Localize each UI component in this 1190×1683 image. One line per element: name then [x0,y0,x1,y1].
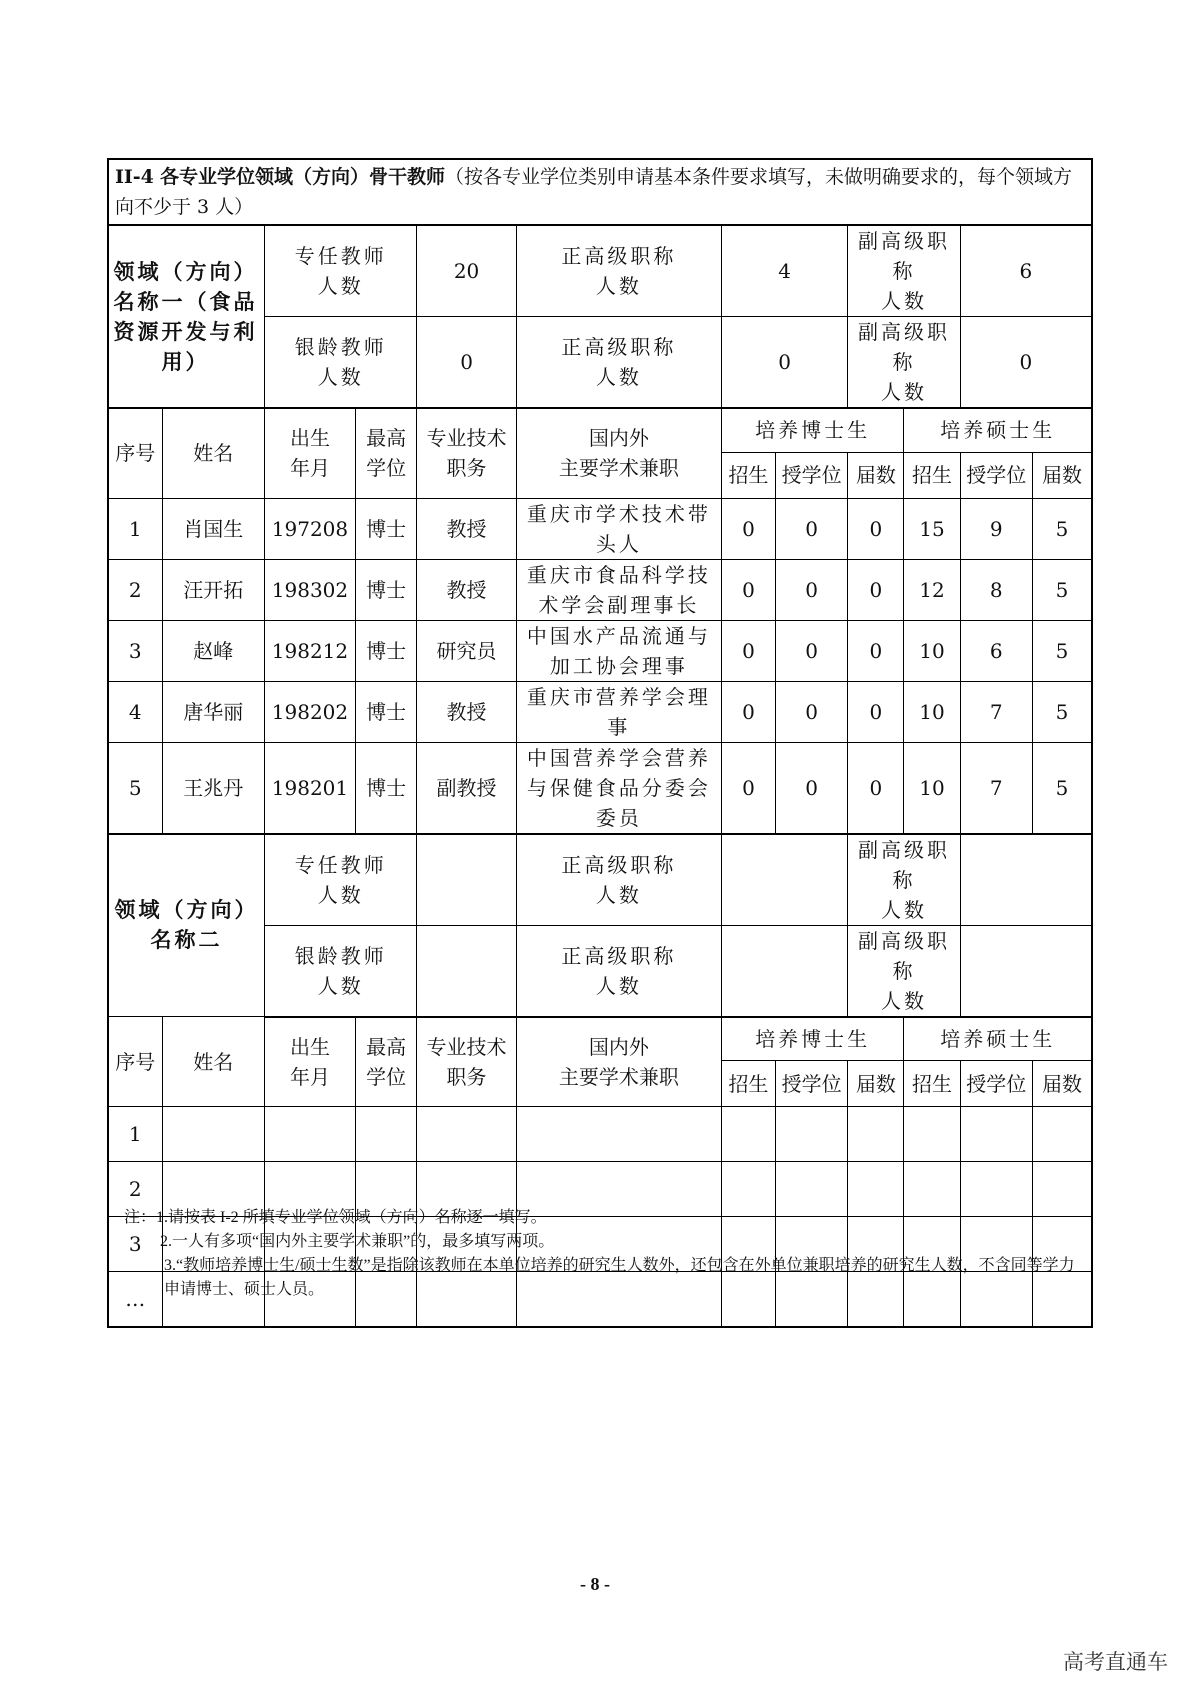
label-part: 学位 [366,456,407,481]
row-ms-cohorts: 5 [1032,742,1092,834]
note-2: 2.一人有多项“国内外主要学术兼职”的，最多填写两项。 [160,1233,555,1250]
header-ms-cohorts: 届数 [1032,1061,1092,1107]
field1-senior-label [516,225,721,317]
row-phd-cohorts: 0 [848,559,904,620]
field1-vice-value: 6 [960,225,1092,317]
row-title: 研究员 [417,620,516,681]
header-phd: 培养博士生 [721,1017,904,1061]
field2-full-time-value[interactable] [417,834,516,926]
header-master: 培养硕士生 [904,408,1092,452]
row-degree: 博士 [355,620,417,681]
label-part: 出生 [289,1034,330,1059]
row-phd-cohorts: 0 [848,681,904,742]
row-seq: 2 [108,1162,162,1217]
row-phd-enroll: 0 [721,742,775,834]
header-phd-grant: 授学位 [775,452,847,498]
row-ms-grant: 8 [960,559,1032,620]
field2-silver-vice-value[interactable] [960,925,1092,1017]
label-part: 专业技术 [426,426,507,451]
field2-silver-label [265,925,417,1017]
header-degree [355,408,417,498]
header-birth [265,408,356,498]
label-part: 正高级职称 [561,943,677,968]
header-ms-grant: 授学位 [960,1061,1032,1107]
row-degree: 博士 [355,742,417,834]
field1-silver-senior-value: 0 [721,317,847,409]
row-post: 中国水产品流通与加工协会理事 [516,620,721,681]
header-phd-cohorts: 届数 [848,452,904,498]
table-row [108,559,1092,620]
row-seq: 3 [108,620,162,681]
field2-full-time-label [265,834,417,926]
row-phd-enroll: 0 [721,620,775,681]
field1-silver-vice-value: 0 [960,317,1092,409]
field2-silver-senior-label [516,925,721,1017]
header-title [417,408,516,498]
table-row [108,681,1092,742]
header-post [516,1017,721,1107]
table-row [108,498,1092,559]
row-birth: 198212 [265,620,356,681]
row-ms-enroll: 10 [904,681,960,742]
row-ms-grant: 7 [960,681,1032,742]
table-row [108,620,1092,681]
row-ms-cohorts: 5 [1032,681,1092,742]
label-part: 人数 [595,274,642,298]
field1-silver-senior-label [516,317,721,409]
label-part: 副高级职称 [857,320,950,374]
row-phd-grant: 0 [775,620,847,681]
field2-senior-value[interactable] [721,834,847,926]
row-ms-cohorts: 5 [1032,559,1092,620]
watermark-text: 高考直通车 [1063,1650,1168,1674]
row-seq: 1 [108,498,162,559]
row-birth: 198201 [265,742,356,834]
row-seq: 3 [108,1217,162,1272]
header-degree [355,1017,417,1107]
row-ms-grant: 7 [960,742,1032,834]
label-part: 正高级职称 [561,244,677,268]
label-part: 主要学术兼职 [558,456,679,481]
row-name: 汪开拓 [162,559,265,620]
header-phd-cohorts: 届数 [848,1061,904,1107]
field2-silver-vice-label [848,925,960,1017]
header-seq: 序号 [108,408,162,498]
label-part: 银龄教师 [294,943,387,968]
row-degree: 博士 [355,498,417,559]
header-phd-enroll: 招生 [721,1061,775,1107]
label-part: 职务 [446,1064,487,1089]
field2-vice-label [848,834,960,926]
row-title: 教授 [417,498,516,559]
row-post: 中国营养学会营养与保健食品分委会委员 [516,742,721,834]
row-title: 教授 [417,559,516,620]
label-part: 年月 [289,1064,330,1089]
note-1: 注：1.请按表 I-2 所填专业学位领域（方向）名称逐一填写。 [124,1209,547,1226]
table-code: II-4 [115,166,154,188]
field1-silver-value: 0 [417,317,516,409]
header-phd: 培养博士生 [721,408,904,452]
field2-silver-senior-value[interactable] [721,925,847,1017]
label-part: 年月 [289,456,330,481]
field1-full-time-label [265,225,417,317]
label-part: 人数 [880,380,927,404]
row-ms-enroll: 12 [904,559,960,620]
field1-full-time-value: 20 [417,225,516,317]
header-name: 姓名 [162,408,265,498]
row-seq: 4 [108,681,162,742]
label-part: 人数 [595,882,642,907]
label-part: 人数 [595,365,642,389]
faculty-table-sheet [107,158,1093,1328]
header-seq: 序号 [108,1017,162,1107]
label-part: 最高 [366,426,407,451]
row-birth: 198302 [265,559,356,620]
header-name: 姓名 [162,1017,265,1107]
header-phd-enroll: 招生 [721,452,775,498]
row-phd-enroll: 0 [721,559,775,620]
header-ms-enroll: 招生 [904,452,960,498]
header-phd-grant: 授学位 [775,1061,847,1107]
row-ms-enroll: 15 [904,498,960,559]
row-birth: 198202 [265,681,356,742]
label-part: 人数 [880,897,927,922]
header-birth [265,1017,356,1107]
row-seq: 2 [108,559,162,620]
row-phd-enroll: 0 [721,681,775,742]
field1-senior-value: 4 [721,225,847,317]
label-part: 主要学术兼职 [558,1064,679,1089]
row-seq: 5 [108,742,162,834]
field2-name: 领域（方向）名称二 [114,897,259,953]
row-ms-enroll: 10 [904,620,960,681]
label-part: 国内外 [588,426,649,451]
label-part: 国内外 [588,1034,649,1059]
label-part: 正高级职称 [561,852,677,877]
label-part: 专任教师 [294,852,387,877]
row-name: 王兆丹 [162,742,265,834]
field1-silver-vice-label [848,317,960,409]
faculty-table [107,158,1093,1328]
label-part: 人数 [317,882,364,907]
row-phd-grant: 0 [775,742,847,834]
row-name: 唐华丽 [162,681,265,742]
label-part: 人数 [880,988,927,1013]
row-ms-grant: 6 [960,620,1032,681]
label-part: 专任教师 [294,244,387,268]
row-post: 重庆市营养学会理事 [516,681,721,742]
row-phd-enroll: 0 [721,498,775,559]
row-ms-enroll: 10 [904,742,960,834]
row-birth: 197208 [265,498,356,559]
row-degree: 博士 [355,681,417,742]
row-post: 重庆市学术技术带头人 [516,498,721,559]
field1-vice-label [848,225,960,317]
label-part: 出生 [289,426,330,451]
row-ms-cohorts: 5 [1032,498,1092,559]
row-phd-grant: 0 [775,681,847,742]
row-seq: 1 [108,1107,162,1162]
label-part: 银龄教师 [294,335,387,359]
table-row [108,742,1092,834]
label-part: 副高级职称 [857,229,950,283]
label-part: 最高 [366,1034,407,1059]
row-post: 重庆市食品科学技术学会副理事长 [516,559,721,620]
row-phd-cohorts: 0 [848,742,904,834]
header-post [516,408,721,498]
table-title-bold: 各专业学位领域（方向）骨干教师 [159,166,445,188]
field1-name-cell [108,225,265,408]
field2-name-cell [108,834,265,1017]
header-title [417,1017,516,1107]
header-ms-grant: 授学位 [960,452,1032,498]
label-part: 副高级职称 [857,928,950,983]
row-degree: 博士 [355,559,417,620]
field2-silver-value[interactable] [417,925,516,1017]
row-title: 教授 [417,681,516,742]
table-title [108,159,1092,225]
page-number: - 8 - [580,1574,610,1594]
header-ms-enroll: 招生 [904,1061,960,1107]
field1-silver-label [265,317,417,409]
field1-name: 领域（方向）名称一（食品资源开发与利用） [113,258,258,374]
label-part: 专业技术 [426,1034,507,1059]
label-part: 人数 [317,973,364,998]
label-part: 人数 [595,973,642,998]
label-part: 学位 [366,1064,407,1089]
label-part: 职务 [446,456,487,481]
field2-senior-label [516,834,721,926]
row-phd-grant: 0 [775,498,847,559]
row-seq: … [108,1272,162,1327]
note-3: 3.“教师培养博士生/硕士生数”是指除该教师在本单位培养的研究生人数外，还包含在外单位兼职培养的研究生人数，不含同等学力申请博士、硕士人员。 [164,1257,1075,1298]
label-part: 人数 [880,289,927,313]
label-part: 正高级职称 [561,335,677,359]
table-title-note: （按各专业学位类别申请基本条件要求填写，未做明确要求的，每个领域方向不少于 3 人） [115,166,1072,218]
row-name: 肖国生 [162,498,265,559]
header-master: 培养硕士生 [904,1017,1092,1061]
row-ms-cohorts: 5 [1032,620,1092,681]
row-phd-cohorts: 0 [848,620,904,681]
table-row [108,1107,1092,1162]
label-part: 人数 [317,365,364,389]
header-ms-cohorts: 届数 [1032,452,1092,498]
label-part: 人数 [317,274,364,298]
label-part: 副高级职称 [857,837,950,892]
row-phd-cohorts: 0 [848,498,904,559]
row-phd-grant: 0 [775,559,847,620]
row-title: 副教授 [417,742,516,834]
field2-vice-value[interactable] [960,834,1092,926]
table-notes [124,1206,1084,1302]
row-name: 赵峰 [162,620,265,681]
row-ms-grant: 9 [960,498,1032,559]
